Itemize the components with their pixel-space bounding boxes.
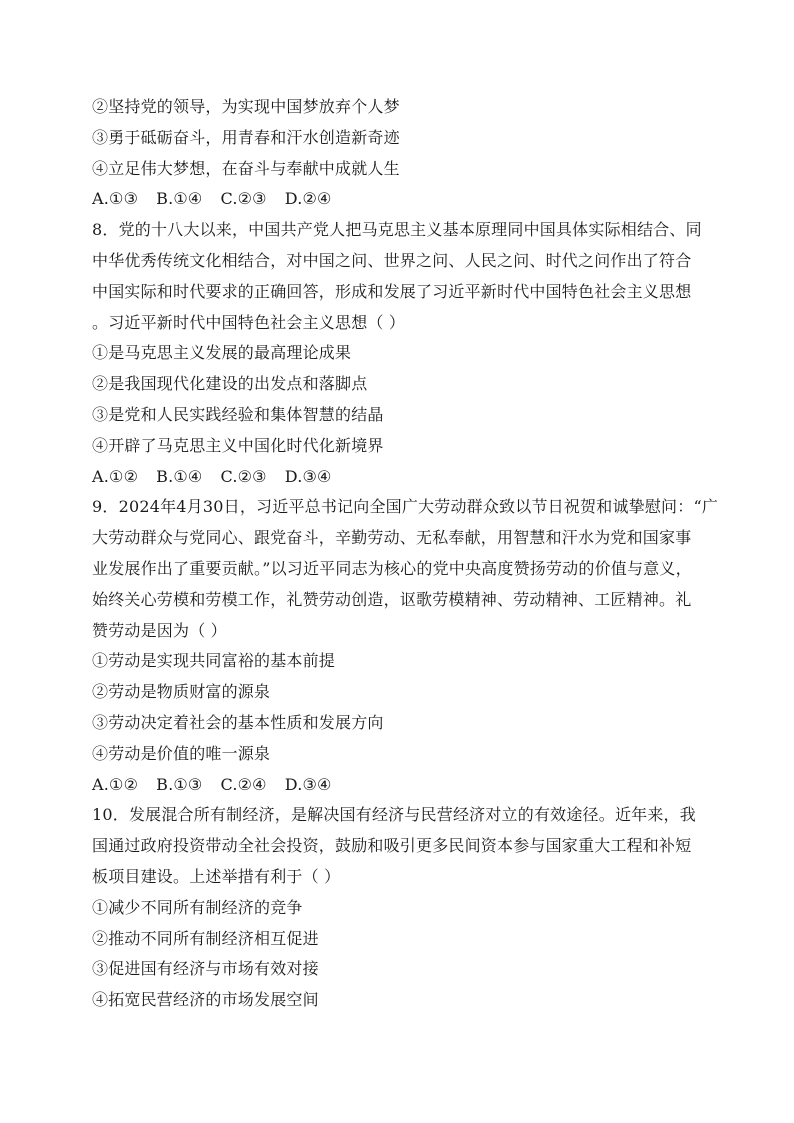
statement-2: ②坚持党的领导，为实现中国梦放弃个人梦 (92, 97, 400, 116)
question-10 (92, 800, 712, 1016)
question-stem-line: 9．2024年4月30日，习近平总书记向全国广大劳动群众致以节日祝贺和诚挚慰问：“广 (92, 497, 719, 517)
option-a: A.①③ (92, 189, 139, 209)
option-d: D.②④ (284, 189, 332, 209)
exam-page (92, 92, 719, 1016)
question-stem-line: 中华优秀传统文化相结合，对中国之问、世界之问、人民之问、时代之问作出了符合 (92, 250, 692, 270)
statement-3: ③勇于砥砺奋斗，用青春和汗水创造新奇迹 (92, 127, 400, 147)
option-c: C.②④ (220, 774, 267, 794)
question-stem-line: 大劳动群众与党同心、跟党奋斗，辛勤劳动、无私奉献，用智慧和汗水为党和国家事 (92, 528, 692, 548)
question-stem-line: 始终关心劳模和劳模工作，礼赞劳动创造，讴歌劳模精神、劳动精神、工匠精神。礼 (92, 589, 692, 609)
option-c: C.②③ (220, 189, 267, 209)
statement-3: ③促进国有经济与市场有效对接 (92, 959, 319, 979)
question-7 (92, 92, 712, 215)
question-stem-line: 中国实际和时代要求的正确回答，形成和发展了习近平新时代中国特色社会主义思想 (92, 281, 692, 301)
question-stem-line: 10．发展混合所有制经济，是解决国有经济与民营经济对立的有效途径。近年来，我 (92, 805, 696, 825)
question-stem-line: 业发展作出了重要贡献。”以习近平同志为核心的党中央高度赞扬劳动的价值与意义， (92, 558, 692, 578)
statement-2: ②推动不同所有制经济相互促进 (92, 928, 319, 948)
statement-3: ③劳动决定着社会的基本性质和发展方向 (92, 712, 384, 732)
statement-4: ④拓宽民营经济的市场发展空间 (92, 990, 319, 1010)
option-a: A.①② (92, 466, 139, 486)
statement-1: ①劳动是实现共同富裕的基本前提 (92, 651, 336, 671)
statement-2: ②劳动是物质财富的源泉 (92, 682, 271, 702)
question-8 (92, 215, 712, 492)
question-stem-line: 国通过政府投资带动全社会投资，鼓励和吸引更多民间资本参与国家重大工程和补短 (92, 836, 692, 856)
statement-1: ①是马克思主义发展的最高理论成果 (92, 343, 352, 363)
answer-options (92, 184, 712, 215)
option-a: A.①② (92, 774, 139, 794)
option-b: B.①④ (156, 189, 203, 209)
option-b: B.①③ (156, 774, 203, 794)
answer-options (92, 462, 712, 493)
option-d: D.③④ (284, 774, 332, 794)
statement-4: ④立足伟大梦想，在奋斗与奉献中成就人生 (92, 158, 400, 178)
statement-4: ④劳动是价值的唯一源泉 (92, 743, 271, 763)
question-9 (92, 492, 719, 800)
question-stem-line: 板项目建设。上述举措有利于（ ） (92, 866, 341, 886)
question-stem-line: 。习近平新时代中国特色社会主义思想（ ） (92, 312, 406, 332)
question-stem-line: 8．党的十八大以来，中国共产党人把马克思主义基本原理同中国具体实际相结合、同 (92, 220, 702, 240)
answer-options (92, 770, 712, 801)
statement-2: ②是我国现代化建设的出发点和落脚点 (92, 374, 368, 394)
statement-1: ①减少不同所有制经济的竞争 (92, 897, 303, 917)
question-stem-line: 赞劳动是因为（ ） (92, 620, 227, 640)
option-d: D.③④ (284, 466, 332, 486)
option-b: B.①④ (156, 466, 203, 486)
option-c: C.②③ (220, 466, 267, 486)
statement-4: ④开辟了马克思主义中国化时代化新境界 (92, 435, 384, 455)
statement-3: ③是党和人民实践经验和集体智慧的结晶 (92, 404, 384, 424)
